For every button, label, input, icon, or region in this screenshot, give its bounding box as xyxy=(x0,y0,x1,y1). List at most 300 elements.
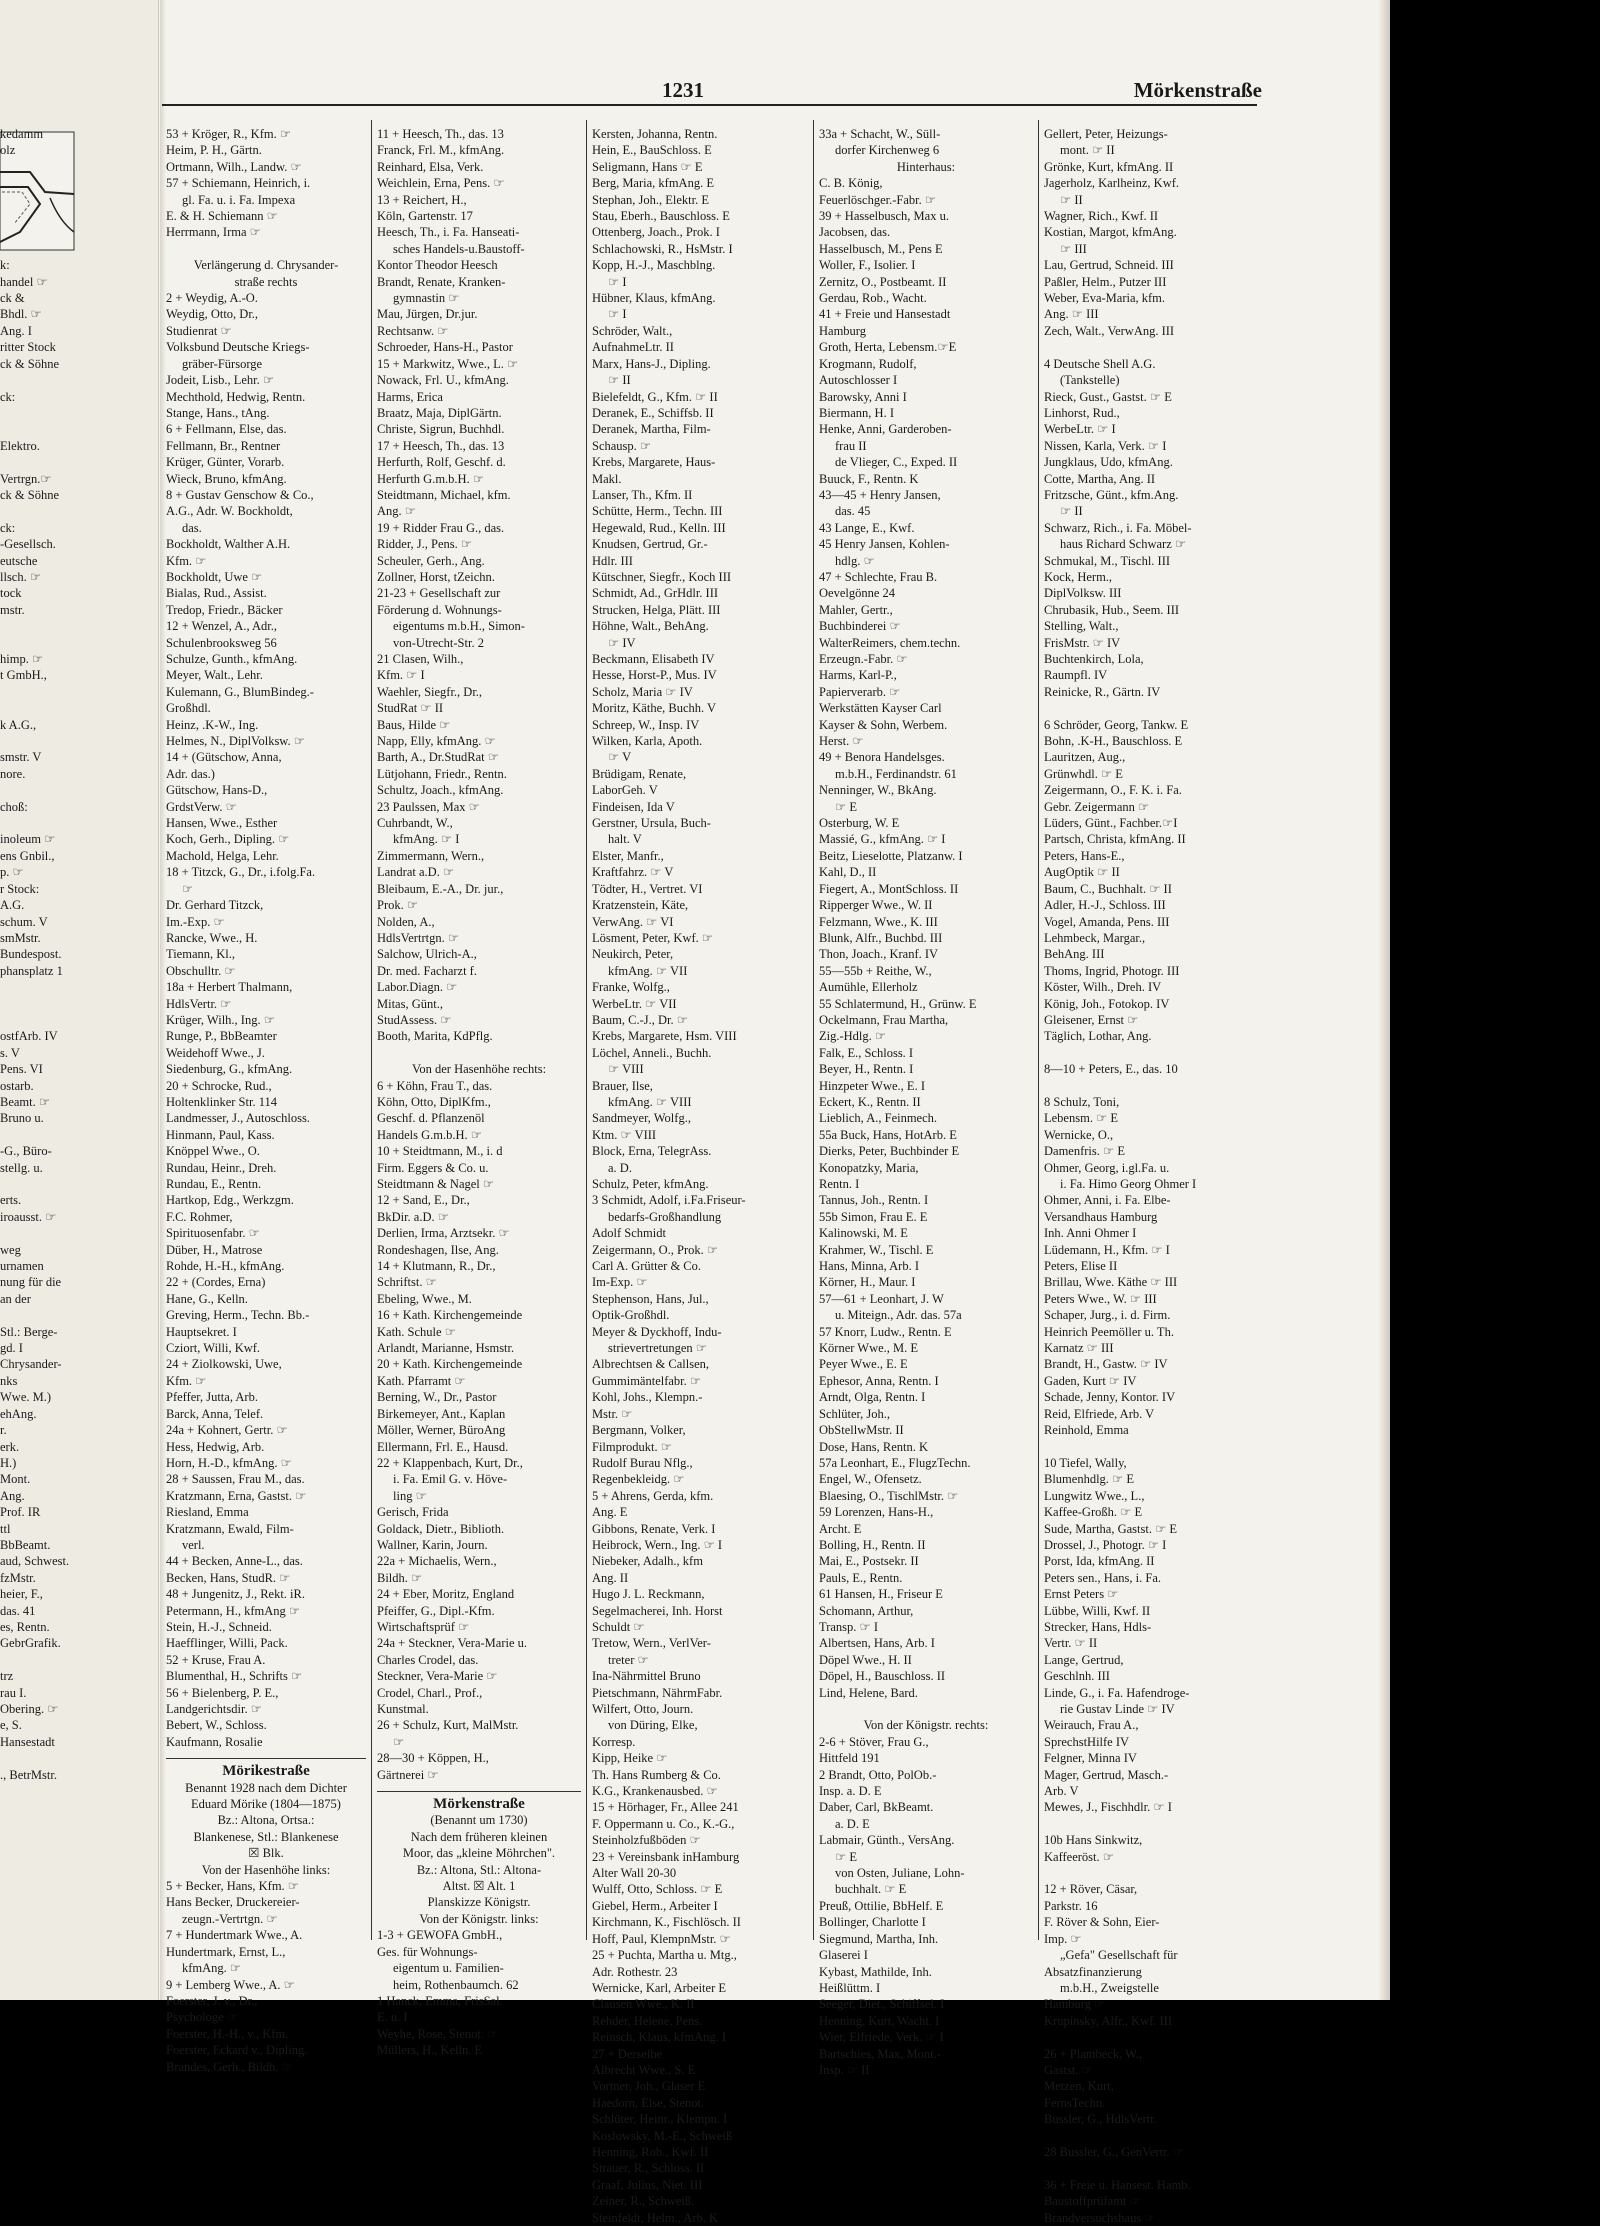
directory-entry-line: Ephesor, Anna, Rentn. I xyxy=(819,1373,939,1388)
previous-page-line: gd. I xyxy=(0,1341,23,1356)
directory-entry-line: Weber, Eva-Maria, kfm. xyxy=(1044,291,1166,306)
directory-entry-line: sches Handels-u.Baustoff- xyxy=(393,241,525,256)
directory-entry-line: F.C. Rohmer, xyxy=(166,1209,233,1224)
directory-entry-line: Felzmann, Wwe., K. III xyxy=(819,914,938,929)
directory-entry-line: Goldack, Dietr., Biblioth. xyxy=(377,1521,505,1536)
directory-entry-line: Meyer & Dyckhoff, Indu- xyxy=(592,1324,722,1339)
previous-page-line: ritter Stock xyxy=(0,340,56,355)
directory-entry-line: Steinholzfußböden ☞ xyxy=(592,1833,701,1848)
directory-entry-line: Napp, Elly, kfmAng. ☞ xyxy=(377,734,496,749)
directory-entry-line: Werkstätten Kayser Carl xyxy=(819,701,942,716)
directory-entry-line: Vertr. ☞ II xyxy=(1044,1636,1098,1651)
directory-entry-line: Zeigermann, O., Prok. ☞ xyxy=(592,1242,719,1257)
directory-entry-line: Meyer, Walt., Lehr. xyxy=(166,668,263,683)
directory-entry-line: von Osten, Juliane, Lohn- xyxy=(835,1866,965,1881)
directory-entry-line: Döpel, H., Bauschloss. II xyxy=(819,1669,946,1684)
directory-entry-line: eigentums m.b.H., Simon- xyxy=(393,619,525,634)
previous-page-line: Elektro. xyxy=(0,438,40,453)
section-note: Altst. ☒ Alt. 1 xyxy=(442,1879,516,1894)
directory-entry-line: Hamburg xyxy=(819,323,866,338)
directory-entry-line: Niebeker, Adalh., kfm xyxy=(592,1554,703,1569)
directory-entry-line: Im-Exp. ☞ xyxy=(592,1275,648,1290)
directory-entry-line: BkDir. a.D. ☞ xyxy=(377,1209,449,1224)
directory-entry-line: Stange, Hans., tAng. xyxy=(166,405,270,420)
directory-entry-line: 43 Lange, E., Kwf. xyxy=(819,520,915,535)
directory-entry-line: Obschulltr. ☞ xyxy=(166,963,236,978)
previous-page-line: Wwe. M.) xyxy=(0,1390,52,1405)
directory-entry-line: Blunk, Alfr., Buchbd. III xyxy=(819,930,943,945)
directory-entry-line: Filmprodukt. ☞ xyxy=(592,1439,672,1454)
directory-entry-line: Weirauch, Frau A., xyxy=(1044,1718,1139,1733)
directory-entry-line: Schulenbrooksweg 56 xyxy=(166,635,277,650)
directory-entry-line: 55—55b + Reithe, W., xyxy=(819,963,932,978)
directory-entry-line: Falk, E., Schloss. I xyxy=(819,1045,914,1060)
directory-entry-line: 22 + Klappenbach, Kurt, Dr., xyxy=(377,1455,523,1470)
directory-entry-line: Bockholdt, Uwe ☞ xyxy=(166,569,263,584)
previous-page-line: eutsche xyxy=(0,553,38,568)
directory-entry-line: Kayser & Sohn, Werbem. xyxy=(819,717,948,732)
directory-entry-line: 28—30 + Köppen, H., xyxy=(377,1751,489,1766)
directory-entry-line: Blumenthal, H., Schrifts ☞ xyxy=(166,1669,303,1684)
previous-page-line: ck & Söhne xyxy=(0,356,60,371)
directory-entry-line: Groth, Herta, Lebensm.☞E xyxy=(819,340,957,355)
directory-entry-line: Mstr. ☞ xyxy=(592,1406,633,1421)
directory-entry-line: Lieblich, A., Feinmech. xyxy=(819,1111,938,1126)
directory-entry-line: 52 + Kruse, Frau A. xyxy=(166,1652,266,1667)
directory-entry-line: Hinmann, Paul, Kass. xyxy=(166,1127,275,1142)
directory-entry-line: Sude, Martha, Gastst. ☞ E xyxy=(1044,1521,1178,1536)
previous-page-line: BbBeamt. xyxy=(0,1537,51,1552)
directory-entry-line: Waehler, Siegfr., Dr., xyxy=(377,684,483,699)
directory-entry-line: gräber-Fürsorge xyxy=(182,356,263,371)
directory-entry-line: i. Fa. Emil G. v. Höve- xyxy=(393,1472,508,1487)
directory-entry-line: Ang. II xyxy=(592,1570,629,1585)
directory-entry-line: Krahmer, W., Tischl. E xyxy=(819,1242,934,1257)
directory-entry-line: Siedenburg, G., kfmAng. xyxy=(166,1062,293,1077)
directory-entry-line: Scheuler, Gerh., Ang. xyxy=(377,553,485,568)
directory-entry-line: Heesch, Th., i. Fa. Hanseati- xyxy=(377,225,520,240)
directory-entry-line: Krogmann, Rudolf, xyxy=(819,356,917,371)
column-4 xyxy=(819,126,1033,2077)
directory-entry-line: Deranek, Martha, Film- xyxy=(592,422,711,437)
directory-entry-line: 15 + Markwitz, Wwe., L. ☞ xyxy=(377,356,519,371)
directory-entry-line: Förderung d. Wohnungs- xyxy=(377,602,502,617)
section-note: Nach dem früheren kleinen xyxy=(410,1829,548,1844)
section-note: Von der Königstr. rechts: xyxy=(863,1718,989,1733)
directory-entry-line: Heißlüttm. I xyxy=(819,1980,881,1995)
directory-entry-line: 41 + Freie und Hansestadt xyxy=(819,307,951,322)
directory-entry-line: Täglich, Lothar, Ang. xyxy=(1044,1029,1152,1044)
directory-entry-line: Zernitz, O., Postbeamt. II xyxy=(819,274,947,289)
spacer xyxy=(1044,700,1258,716)
previous-page-line: Obering. ☞ xyxy=(0,1702,59,1716)
spacer xyxy=(1044,1816,1258,1832)
directory-entry-line: Reinicke, R., Gärtn. IV xyxy=(1044,684,1161,699)
directory-entry-line: Charles Crodel, das. xyxy=(377,1652,479,1667)
directory-entry-line: WerbeLtr. ☞ I xyxy=(1044,422,1116,437)
directory-entry-line: Kraftfahrz. ☞ V xyxy=(592,865,674,880)
directory-entry-line: Knudsen, Gertrud, Gr.- xyxy=(592,537,708,552)
directory-entry-line: ☞ I xyxy=(608,274,627,289)
directory-entry-line: Schütte, Herm., Techn. III xyxy=(592,504,723,519)
previous-page-line: es, Rentn. xyxy=(0,1619,50,1634)
previous-page-line xyxy=(0,224,158,240)
directory-entry-line: Massié, G., kfmAng. ☞ I xyxy=(819,832,946,847)
directory-entry-line: Landrat a.D. ☞ xyxy=(377,865,455,880)
directory-entry-line: Handels G.m.b.H. ☞ xyxy=(377,1127,482,1142)
section-note: Bz.: Altona, Stl.: Altona- xyxy=(416,1862,542,1877)
directory-entry-line: Herfurth G.m.b.H. ☞ xyxy=(377,471,485,486)
directory-entry-line: Kfm. ☞ I xyxy=(377,668,425,683)
directory-entry-line: Hegewald, Rud., Kelln. III xyxy=(592,520,726,535)
directory-entry-line: heim, Rothenbaumch. 62 xyxy=(393,1977,519,1992)
directory-entry-line: m.b.H., Zweigstelle xyxy=(1060,1980,1159,1995)
directory-entry-line: Schausp. ☞ xyxy=(592,438,652,453)
directory-entry-line: Baum, C.-J., Dr. ☞ xyxy=(592,1012,688,1027)
directory-entry-line: Ang. ☞ III xyxy=(1044,307,1099,322)
directory-entry-line: Döpel Wwe., H. II xyxy=(819,1652,912,1667)
directory-entry-line: Krupinsky, Alfr., Kwf. III xyxy=(1044,2013,1172,2028)
spacer xyxy=(1044,1045,1258,1061)
directory-entry-line: 48 + Jungenitz, J., Rekt. iR. xyxy=(166,1587,305,1602)
directory-entry-line: Ohmer, Anni, i. Fa. Elbe- xyxy=(1044,1193,1171,1208)
directory-entry-line: Siegmund, Martha, Inh. xyxy=(819,1931,939,1946)
directory-entry-line: Seeger, Diet., Schiffsel. I xyxy=(819,1997,945,2012)
directory-entry-line: Imp. ☞ xyxy=(1044,1931,1082,1946)
previous-page-line: k A.G., xyxy=(0,717,37,732)
directory-entry-line: Stephenson, Hans, Jul., xyxy=(592,1291,709,1306)
directory-entry-line: Tannus, Joh., Rentn. I xyxy=(819,1193,929,1208)
directory-entry-line: kfmAng. ☞ I xyxy=(393,832,460,847)
directory-entry-line: Felgner, Minna IV xyxy=(1044,1751,1137,1766)
directory-entry-line: Wieck, Bruno, kfmAng. xyxy=(166,471,287,486)
directory-entry-line: Weydig, Otto, Dr., xyxy=(166,307,259,322)
previous-page-line: weg xyxy=(0,1242,21,1257)
previous-page-line: Bruno u. xyxy=(0,1111,44,1126)
directory-entry-line: Peyer Wwe., E. E xyxy=(819,1357,908,1372)
directory-entry-line: Knöppel Wwe., O. xyxy=(166,1144,260,1159)
previous-page-line: fzMstr. xyxy=(0,1570,36,1585)
directory-entry-line: ☞ E xyxy=(835,1849,857,1864)
directory-entry-line: Becken, Hans, StudR. ☞ xyxy=(166,1570,291,1585)
header-rule xyxy=(162,104,1257,106)
directory-entry-line: Brandt, Renate, Kranken- xyxy=(377,274,506,289)
directory-entry-line: 14 + (Gütschow, Anna, xyxy=(166,750,282,765)
previous-page-line: smstr. V xyxy=(0,750,42,765)
directory-entry-line: 8—10 + Peters, E., das. 10 xyxy=(1044,1062,1178,1077)
directory-entry-line: ObStellwMstr. II xyxy=(819,1423,904,1438)
directory-entry-line: Krebs, Margarete, Haus- xyxy=(592,455,716,470)
directory-entry-line: Moritz, Käthe, Buchh. V xyxy=(592,701,717,716)
directory-entry-line: Lind, Helene, Bard. xyxy=(819,1685,918,1700)
previous-page-line xyxy=(0,1127,158,1143)
directory-entry-line: Landgerichtsdir. ☞ xyxy=(166,1702,262,1716)
directory-entry-line: Wilken, Karla, Apoth. xyxy=(592,734,703,749)
directory-entry-line: 13 + Reichert, H., xyxy=(377,192,467,207)
previous-page-line: mstr. xyxy=(0,602,25,617)
directory-entry-line: Rehder, Helene, Pens. xyxy=(592,2013,703,2028)
directory-entry-line: Ktm. ☞ VIII xyxy=(592,1127,657,1142)
directory-entry-line: Peters, Elise II xyxy=(1044,1259,1118,1274)
previous-page-line: schum. V xyxy=(0,914,48,929)
directory-entry-line: Hoff, Paul, KlempnMstr. ☞ xyxy=(592,1931,731,1946)
directory-entry-line: Rohde, H.-H., kfmAng. xyxy=(166,1259,285,1274)
directory-entry-line: Schriftst. ☞ xyxy=(377,1275,437,1290)
directory-entry-line: Köhn, Otto, DiplKfm., xyxy=(377,1094,491,1109)
directory-entry-line: Albrechtsen & Callsen, xyxy=(592,1357,709,1372)
directory-entry-line: Kersten, Johanna, Rentn. xyxy=(592,127,718,141)
directory-entry-line: Blumenhdlg. ☞ E xyxy=(1044,1472,1135,1487)
previous-page-line: smMstr. xyxy=(0,930,41,945)
directory-entry-line: Jodeit, Lisb., Lehr. ☞ xyxy=(166,373,275,388)
directory-entry-line: kfmAng. ☞ VIII xyxy=(608,1094,692,1109)
directory-entry-line: Barck, Anna, Telef. xyxy=(166,1406,264,1421)
directory-entry-line: Mewes, J., Fischhdlr. ☞ I xyxy=(1044,1800,1172,1815)
previous-page-line: Bundespost. xyxy=(0,947,62,962)
directory-entry-line: Beckmann, Elisabeth IV xyxy=(592,652,715,666)
directory-entry-line: Hundertmark, Ernst, L., xyxy=(166,1944,286,1959)
spacer xyxy=(819,1701,1033,1717)
directory-entry-line: Holtenklinker Str. 114 xyxy=(166,1094,277,1109)
directory-entry-line: Hamburg ☞ xyxy=(1044,1997,1106,2012)
directory-entry-line: Bildh. ☞ xyxy=(377,1570,423,1585)
previous-page-text xyxy=(0,126,158,1986)
directory-entry-line: Hansen, Wwe., Esther xyxy=(166,816,278,831)
directory-entry-line: Riesland, Emma xyxy=(166,1505,249,1520)
directory-entry-line: Cziort, Willi, Kwf. xyxy=(166,1341,261,1356)
directory-entry-line: hdlg. ☞ xyxy=(835,553,875,568)
directory-entry-line: Psychologe ☞ xyxy=(166,2010,238,2025)
directory-entry-line: bedarfs-Großhandlung xyxy=(608,1209,722,1224)
directory-entry-line: Ottenberg, Joach., Prok. I xyxy=(592,225,720,240)
section-note: Moor, das „kleine Möhrchen". xyxy=(402,1846,556,1861)
directory-entry-line: 2-6 + Stöver, Frau G., xyxy=(819,1734,929,1749)
directory-entry-line: das. xyxy=(182,520,202,535)
section-note: Bz.: Altona, Ortsa.: xyxy=(217,1813,315,1828)
directory-entry-line: Pauls, E., Rentn. xyxy=(819,1570,903,1585)
previous-page-line: Bhdl. ☞ xyxy=(0,307,42,322)
directory-entry-line: 3 Schmidt, Adolf, i.Fa.Friseur- xyxy=(592,1193,746,1208)
directory-entry-line: ☞ VIII xyxy=(608,1062,644,1077)
directory-entry-line: Bolling, H., Rentn. II xyxy=(819,1537,926,1552)
directory-entry-line: Ockelmann, Frau Martha, xyxy=(819,1012,949,1027)
directory-entry-line: Baustoffprüfamt ☞ xyxy=(1044,2194,1141,2209)
directory-entry-line: 45 Henry Jansen, Kohlen- xyxy=(819,537,950,552)
directory-entry-line: Wallner, Karin, Journ. xyxy=(377,1537,488,1552)
previous-page-line: Beamt. ☞ xyxy=(0,1094,51,1109)
directory-entry-line: Ohmer, Georg, i.gl.Fa. u. xyxy=(1044,1160,1170,1175)
directory-entry-line: Foerster, J. v., Dr., xyxy=(166,1993,258,2008)
directory-entry-line: Raumpfl. IV xyxy=(1044,668,1108,683)
directory-entry-line: 55a Buck, Hans, HotArb. E xyxy=(819,1127,957,1142)
directory-entry-line: Vogel, Amanda, Pens. III xyxy=(1044,914,1170,929)
directory-entry-line: Ina-Nährmittel Bruno xyxy=(592,1669,701,1684)
directory-entry-line: Hane, G., Kelln. xyxy=(166,1291,248,1306)
previous-page-line xyxy=(0,372,158,388)
directory-entry-line: Hdlr. III xyxy=(592,553,633,568)
directory-entry-line: 24 + Eber, Moritz, England xyxy=(377,1587,515,1602)
directory-entry-line: 21-23 + Gesellschaft zur xyxy=(377,586,501,601)
directory-entry-line: Adr. das.) xyxy=(166,766,215,781)
directory-entry-line: Vortner, Joh., Glaser E xyxy=(592,2079,706,2094)
previous-page-line xyxy=(0,618,158,634)
section-note: Benannt 1928 nach dem Dichter xyxy=(185,1780,347,1795)
directory-entry-line: Albrecht Wwe., S. E xyxy=(592,2062,696,2077)
spacer xyxy=(1044,2160,1258,2176)
previous-page-line: tock xyxy=(0,586,22,601)
directory-entry-line: WerbeLtr. ☞ VII xyxy=(592,996,677,1011)
directory-entry-line: Oevelgönne 24 xyxy=(819,586,896,601)
directory-entry-line: Damenfris. ☞ E xyxy=(1044,1144,1125,1159)
directory-entry-line: Buchbinderei ☞ xyxy=(819,619,901,634)
directory-entry-line: Hess, Hedwig, Arb. xyxy=(166,1439,265,1454)
directory-entry-line: Kontor Theodor Heesch xyxy=(377,258,498,273)
directory-entry-line: Harms, Erica xyxy=(377,389,443,404)
previous-page-line: ck & Söhne xyxy=(0,487,60,502)
directory-entry-line: 33a + Schacht, W., Süll- xyxy=(819,127,941,141)
directory-entry-line: Absatzfinanzierung xyxy=(1044,1964,1142,1979)
directory-entry-line: GrdstVerw. ☞ xyxy=(166,799,237,814)
directory-entry-line: Bohn, .K-H., Bauschloss. E xyxy=(1044,734,1183,749)
directory-entry-line: Grünwhdl. ☞ E xyxy=(1044,766,1123,781)
directory-entry-line: Kratzmann, Erna, Gastst. ☞ xyxy=(166,1488,307,1503)
directory-entry-line: haus Richard Schwarz ☞ xyxy=(1060,537,1187,552)
directory-entry-line: Tiemann, Kl., xyxy=(166,947,235,962)
directory-entry-line: 24a + Kohnert, Gertr. ☞ xyxy=(166,1423,288,1438)
directory-entry-line: 23 + Vereinsbank inHamburg xyxy=(592,1849,740,1864)
directory-entry-line: kfmAng. ☞ VII xyxy=(608,963,688,978)
directory-entry-line: Schulze, Gunth., kfmAng. xyxy=(166,652,298,666)
directory-entry-line: Marx, Hans-J., Dipling. xyxy=(592,356,711,371)
column-1 xyxy=(166,126,366,2074)
directory-entry-line: 26 + Plambeck, W., xyxy=(1044,2046,1143,2061)
section-note: Verlängerung d. Chrysander- xyxy=(193,258,339,273)
previous-page-line: handel ☞ xyxy=(0,274,48,289)
directory-entry-line: Tredop, Friedr., Bäcker xyxy=(166,602,283,617)
directory-entry-line: Bartschies, Max, Mont.- xyxy=(819,2046,941,2061)
directory-entry-line: Deranek, E., Schiffsb. II xyxy=(592,405,714,420)
directory-entry-line: Rudolf Burau Nflg., xyxy=(592,1455,693,1470)
directory-entry-line: gymnastin ☞ xyxy=(393,291,460,306)
directory-entry-line: Kalinowski, M. E xyxy=(819,1226,908,1241)
previous-page-line xyxy=(0,1307,158,1323)
directory-entry-line: Schwarz, Rich., i. Fa. Möbel- xyxy=(1044,520,1192,535)
previous-page-line: inoleum ☞ xyxy=(0,832,56,847)
directory-entry-line: Nenninger, W., BkAng. xyxy=(819,783,937,798)
street-heading: Mörkenstraße xyxy=(377,1791,581,1812)
directory-entry-line: Carl A. Grütter & Co. xyxy=(592,1259,702,1274)
directory-entry-line: F. Oppermann u. Co., K.-G., xyxy=(592,1816,735,1831)
directory-entry-line: Archt. E xyxy=(819,1521,862,1536)
section-note: Von der Hasenhöhe links: xyxy=(201,1862,331,1877)
directory-entry-line: ☞ II xyxy=(608,373,631,388)
section-note: Von der Königstr. links: xyxy=(419,1911,539,1926)
directory-entry-line: Nowack, Frl. U., kfmAng. xyxy=(377,373,509,388)
directory-entry-line: mont. ☞ II xyxy=(1060,143,1115,158)
previous-page-line xyxy=(0,815,158,831)
directory-entry-line: Reinhard, Elsa, Verk. xyxy=(377,159,484,174)
directory-entry-line: Transp. ☞ I xyxy=(819,1619,879,1634)
directory-entry-line: ☞ III xyxy=(1060,241,1087,256)
directory-entry-line: E. u. I xyxy=(377,2010,408,2025)
directory-entry-line: 1 Hanck, Emma, FrisSal. xyxy=(377,1993,503,2008)
previous-page-line: ostfArb. IV xyxy=(0,1029,58,1044)
directory-entry-line: Ang. E xyxy=(592,1505,628,1520)
directory-entry-line: von-Utrecht-Str. 2 xyxy=(393,635,484,650)
previous-page-line: an der xyxy=(0,1291,31,1306)
directory-entry-line: LaborGeh. V xyxy=(592,783,658,798)
previous-page-line: aud, Schwest. xyxy=(0,1554,70,1569)
directory-entry-line: 25 + Puchta, Martha u. Mtg., xyxy=(592,1948,737,1963)
directory-entry-line: Greving, Herm., Techn. Bb.- xyxy=(166,1308,310,1323)
directory-entry-line: Daber, Carl, BkBeamt. xyxy=(819,1800,934,1815)
directory-entry-line: König, Joh., Fotokop. IV xyxy=(1044,996,1170,1011)
directory-entry-line: AugOptik ☞ II xyxy=(1044,865,1120,880)
directory-entry-line: Gaden, Kurt ☞ IV xyxy=(1044,1373,1137,1388)
directory-entry-line: Schaper, Jurg., i. d. Firm. xyxy=(1044,1308,1171,1323)
directory-entry-line: Insp. a. D. E xyxy=(819,1784,882,1799)
directory-entry-line: Bollinger, Charlotte I xyxy=(819,1915,926,1930)
directory-entry-line: Kock, Herm., xyxy=(1044,569,1113,584)
directory-entry-line: Labor.Diagn. ☞ xyxy=(377,980,458,995)
directory-entry-line: Kath. Schule ☞ xyxy=(377,1324,456,1339)
directory-entry-line: Lauritzen, Aug., xyxy=(1044,750,1126,765)
directory-entry-line: 28 + Saussen, Frau M., das. xyxy=(166,1472,305,1487)
directory-entry-line: Autoschlosser I xyxy=(819,373,898,388)
directory-entry-line: Kaufmann, Rosalie xyxy=(166,1734,263,1749)
previous-page-line: H.) xyxy=(0,1455,17,1470)
previous-page-line xyxy=(0,208,158,224)
directory-entry-line: 5 + Becker, Hans, Kfm. ☞ xyxy=(166,1879,300,1894)
running-head: Mörkenstraße xyxy=(1133,78,1262,102)
previous-page-line: -G., Büro- xyxy=(0,1144,52,1159)
directory-entry-line: Müllers, H., Kelln. E xyxy=(377,2043,483,2058)
previous-page-line: trz xyxy=(0,1669,14,1684)
directory-entry-line: 10 + Steidtmann, M., i. d xyxy=(377,1144,503,1159)
previous-page-line xyxy=(0,979,158,995)
directory-entry-line: 19 + Ridder Frau G., das. xyxy=(377,520,505,535)
directory-entry-line: 12 + Wenzel, A., Adr., xyxy=(166,619,278,634)
directory-entry-line: Schlüter, Heinr., Klempn. I xyxy=(592,2112,728,2127)
previous-page-line: ck: xyxy=(0,520,16,535)
directory-entry-line: Brandt, H., Gastw. ☞ IV xyxy=(1044,1357,1168,1372)
directory-entry-line: Henning, Rob., Kwf. II xyxy=(592,2144,709,2159)
directory-entry-line: 15 + Hörhager, Fr., Allee 241 xyxy=(592,1800,739,1815)
directory-entry-line: Inh. Anni Ohmer I xyxy=(1044,1226,1137,1241)
previous-page-line: olz xyxy=(0,143,16,158)
directory-entry-line: gl. Fa. u. i. Fa. Impexa xyxy=(182,192,296,207)
directory-entry-line: BehAng. III xyxy=(1044,947,1105,962)
directory-entry-line: Adler, H.-J., Schloss. III xyxy=(1044,898,1166,913)
directory-entry-line: Körner Wwe., M. E xyxy=(819,1341,919,1356)
section-note: (Benannt um 1730) xyxy=(430,1813,528,1828)
previous-page-line: p. ☞ xyxy=(0,865,24,880)
directory-entry-line: Stelling, Walt., xyxy=(1044,619,1119,634)
previous-page-line xyxy=(0,159,158,175)
directory-entry-line: 24 + Ziolkowski, Uwe, xyxy=(166,1357,282,1372)
directory-entry-line: Crodel, Charl., Prof., xyxy=(377,1685,483,1700)
directory-entry-line: zeugn.-Vertrtgn. ☞ xyxy=(182,1911,278,1926)
column-divider xyxy=(586,120,587,1940)
directory-entry-line: 14 + Klutmann, R., Dr., xyxy=(377,1259,496,1274)
directory-entry-line: Schreep, W., Insp. IV xyxy=(592,717,700,732)
directory-entry-line: Haedorn, Else, Stenot. xyxy=(592,2095,705,2110)
directory-entry-line: von Düring, Elke, xyxy=(608,1718,698,1733)
directory-entry-line: 44 + Becken, Anne-L., das. xyxy=(166,1554,303,1569)
directory-entry-line: Berg, Maria, kfmAng. E xyxy=(592,176,714,191)
directory-entry-line: Kahl, D., II xyxy=(819,865,877,880)
directory-entry-line: Lehmbeck, Margar., xyxy=(1044,930,1146,945)
